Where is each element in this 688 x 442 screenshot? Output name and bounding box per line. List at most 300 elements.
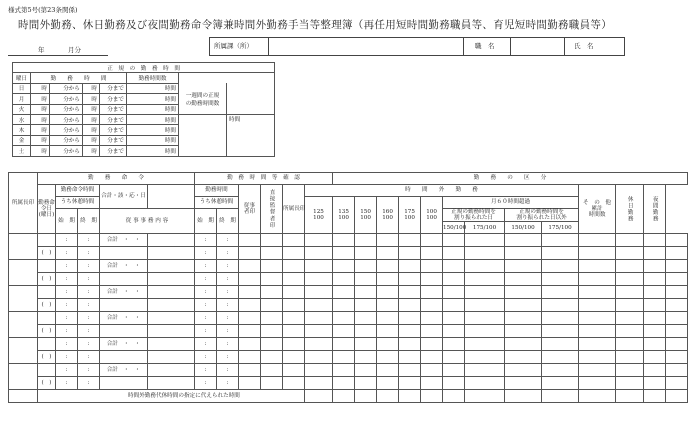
value-cell[interactable]	[261, 273, 283, 286]
start-cell[interactable]: :	[56, 260, 78, 273]
value-cell[interactable]	[421, 286, 443, 299]
to-hour[interactable]: 時	[83, 83, 100, 93]
value-cell[interactable]	[579, 286, 616, 299]
detail-cell[interactable]	[148, 260, 195, 273]
value-cell[interactable]	[542, 312, 579, 325]
day-cell[interactable]	[38, 286, 56, 299]
value-cell[interactable]	[666, 299, 688, 312]
value-cell[interactable]	[283, 247, 305, 260]
value-cell[interactable]	[333, 364, 355, 377]
value-cell[interactable]	[465, 325, 505, 338]
total-cell[interactable]: 合計 ・ ・	[100, 286, 148, 299]
value-cell[interactable]	[505, 247, 542, 260]
from-hour[interactable]: 時	[31, 135, 50, 145]
value-cell[interactable]	[443, 260, 465, 273]
value-cell[interactable]	[421, 351, 443, 364]
footer-value-cell[interactable]	[443, 390, 465, 403]
value-cell[interactable]	[666, 338, 688, 351]
value-cell[interactable]	[579, 260, 616, 273]
value-cell[interactable]	[644, 351, 666, 364]
value-cell[interactable]	[579, 351, 616, 364]
value-cell[interactable]	[283, 364, 305, 377]
value-cell[interactable]	[579, 273, 616, 286]
footer-value-cell[interactable]	[465, 390, 505, 403]
value-cell[interactable]	[465, 351, 505, 364]
value-cell[interactable]	[644, 260, 666, 273]
day-cell[interactable]	[38, 234, 56, 247]
work-start-cell[interactable]: :	[195, 299, 217, 312]
to-min[interactable]: 分まで	[100, 104, 127, 114]
from-min[interactable]: 分から	[50, 104, 83, 114]
start-cell[interactable]: :	[56, 351, 78, 364]
start-cell[interactable]: :	[56, 312, 78, 325]
day-cell[interactable]: ( )	[38, 247, 56, 260]
value-cell[interactable]	[239, 299, 261, 312]
value-cell[interactable]	[579, 325, 616, 338]
value-cell[interactable]	[333, 338, 355, 351]
value-cell[interactable]	[421, 338, 443, 351]
day-cell[interactable]: ( )	[38, 273, 56, 286]
value-cell[interactable]	[283, 260, 305, 273]
value-cell[interactable]	[239, 286, 261, 299]
footer-value-cell[interactable]	[305, 390, 333, 403]
value-cell[interactable]	[305, 325, 333, 338]
end-cell[interactable]: :	[78, 260, 100, 273]
value-cell[interactable]	[355, 234, 377, 247]
detail-cell[interactable]	[148, 312, 195, 325]
value-cell[interactable]	[333, 325, 355, 338]
value-cell[interactable]	[443, 234, 465, 247]
value-cell[interactable]	[666, 247, 688, 260]
work-end-cell[interactable]: :	[217, 286, 239, 299]
value-cell[interactable]	[283, 312, 305, 325]
value-cell[interactable]	[283, 234, 305, 247]
value-cell[interactable]	[465, 247, 505, 260]
value-cell[interactable]	[505, 260, 542, 273]
value-cell[interactable]	[542, 260, 579, 273]
day-hours[interactable]: 時間	[127, 83, 179, 93]
from-hour[interactable]: 時	[31, 125, 50, 135]
detail-cell[interactable]	[148, 273, 195, 286]
total-cell[interactable]	[100, 377, 148, 390]
value-cell[interactable]	[399, 234, 421, 247]
value-cell[interactable]	[443, 286, 465, 299]
day-cell[interactable]: ( )	[38, 299, 56, 312]
value-cell[interactable]	[542, 234, 579, 247]
value-cell[interactable]	[377, 351, 399, 364]
value-cell[interactable]	[616, 234, 644, 247]
value-cell[interactable]	[644, 286, 666, 299]
value-cell[interactable]	[305, 234, 333, 247]
value-cell[interactable]	[333, 286, 355, 299]
value-cell[interactable]	[666, 312, 688, 325]
value-cell[interactable]	[443, 312, 465, 325]
footer-value-cell[interactable]	[666, 390, 688, 403]
value-cell[interactable]	[239, 273, 261, 286]
value-cell[interactable]	[399, 286, 421, 299]
value-cell[interactable]	[261, 364, 283, 377]
value-cell[interactable]	[261, 247, 283, 260]
value-cell[interactable]	[644, 325, 666, 338]
to-min[interactable]: 分まで	[100, 125, 127, 135]
value-cell[interactable]	[399, 364, 421, 377]
seal-cell[interactable]	[9, 260, 38, 286]
value-cell[interactable]	[305, 299, 333, 312]
end-cell[interactable]: :	[78, 364, 100, 377]
value-cell[interactable]	[465, 364, 505, 377]
day-hours[interactable]: 時間	[127, 125, 179, 135]
value-cell[interactable]	[421, 312, 443, 325]
to-min[interactable]: 分まで	[100, 83, 127, 93]
weekly-hours-top[interactable]	[227, 83, 275, 114]
value-cell[interactable]	[579, 234, 616, 247]
value-cell[interactable]	[421, 247, 443, 260]
end-cell[interactable]: :	[78, 338, 100, 351]
value-cell[interactable]	[644, 377, 666, 390]
to-min[interactable]: 分まで	[100, 114, 127, 124]
start-cell[interactable]: :	[56, 338, 78, 351]
value-cell[interactable]	[443, 247, 465, 260]
to-hour[interactable]: 時	[83, 125, 100, 135]
value-cell[interactable]	[666, 325, 688, 338]
work-start-cell[interactable]: :	[195, 377, 217, 390]
footer-value-cell[interactable]	[644, 390, 666, 403]
day-hours[interactable]: 時間	[127, 146, 179, 156]
end-cell[interactable]: :	[78, 234, 100, 247]
value-cell[interactable]	[305, 312, 333, 325]
value-cell[interactable]	[465, 338, 505, 351]
value-cell[interactable]	[377, 234, 399, 247]
value-cell[interactable]	[239, 312, 261, 325]
from-min[interactable]: 分から	[50, 125, 83, 135]
total-cell[interactable]: 合計 ・ ・	[100, 260, 148, 273]
value-cell[interactable]	[355, 351, 377, 364]
value-cell[interactable]	[399, 325, 421, 338]
value-cell[interactable]	[421, 273, 443, 286]
value-cell[interactable]	[239, 364, 261, 377]
detail-cell[interactable]	[148, 286, 195, 299]
value-cell[interactable]	[333, 312, 355, 325]
total-cell[interactable]: 合計 ・ ・	[100, 338, 148, 351]
value-cell[interactable]	[666, 260, 688, 273]
value-cell[interactable]	[261, 351, 283, 364]
seal-cell[interactable]	[9, 234, 38, 260]
value-cell[interactable]	[305, 338, 333, 351]
value-cell[interactable]	[283, 325, 305, 338]
value-cell[interactable]	[261, 286, 283, 299]
work-end-cell[interactable]: :	[217, 377, 239, 390]
value-cell[interactable]	[355, 364, 377, 377]
work-end-cell[interactable]: :	[217, 338, 239, 351]
value-cell[interactable]	[505, 299, 542, 312]
value-cell[interactable]	[505, 312, 542, 325]
footer-value-cell[interactable]	[377, 390, 399, 403]
year-month-field[interactable]	[8, 43, 108, 56]
from-min[interactable]: 分から	[50, 135, 83, 145]
value-cell[interactable]	[333, 273, 355, 286]
value-cell[interactable]	[283, 351, 305, 364]
dept-field[interactable]	[269, 38, 459, 55]
value-cell[interactable]	[465, 312, 505, 325]
work-start-cell[interactable]: :	[195, 247, 217, 260]
day-cell[interactable]	[38, 338, 56, 351]
footer-value-cell[interactable]	[399, 390, 421, 403]
value-cell[interactable]	[261, 312, 283, 325]
value-cell[interactable]	[616, 338, 644, 351]
value-cell[interactable]	[505, 325, 542, 338]
value-cell[interactable]	[579, 364, 616, 377]
to-hour[interactable]: 時	[83, 135, 100, 145]
value-cell[interactable]	[465, 377, 505, 390]
value-cell[interactable]	[505, 234, 542, 247]
from-hour[interactable]: 時	[31, 146, 50, 156]
value-cell[interactable]	[616, 286, 644, 299]
value-cell[interactable]	[542, 273, 579, 286]
seal-cell[interactable]	[9, 286, 38, 312]
value-cell[interactable]	[261, 338, 283, 351]
work-end-cell[interactable]: :	[217, 312, 239, 325]
value-cell[interactable]	[579, 247, 616, 260]
value-cell[interactable]	[644, 273, 666, 286]
value-cell[interactable]	[283, 286, 305, 299]
value-cell[interactable]	[505, 286, 542, 299]
value-cell[interactable]	[261, 234, 283, 247]
value-cell[interactable]	[355, 312, 377, 325]
value-cell[interactable]	[333, 351, 355, 364]
value-cell[interactable]	[465, 286, 505, 299]
value-cell[interactable]	[261, 325, 283, 338]
value-cell[interactable]	[666, 273, 688, 286]
value-cell[interactable]	[505, 351, 542, 364]
value-cell[interactable]	[283, 338, 305, 351]
from-hour[interactable]: 時	[31, 114, 50, 124]
from-min[interactable]: 分から	[50, 146, 83, 156]
total-cell[interactable]: 合計 ・ ・	[100, 234, 148, 247]
value-cell[interactable]	[505, 338, 542, 351]
seal-cell[interactable]	[9, 338, 38, 364]
from-min[interactable]: 分から	[50, 94, 83, 104]
work-start-cell[interactable]: :	[195, 234, 217, 247]
work-end-cell[interactable]: :	[217, 260, 239, 273]
value-cell[interactable]	[443, 273, 465, 286]
value-cell[interactable]	[666, 286, 688, 299]
total-cell[interactable]	[100, 247, 148, 260]
start-cell[interactable]: :	[56, 273, 78, 286]
value-cell[interactable]	[261, 299, 283, 312]
value-cell[interactable]	[443, 364, 465, 377]
value-cell[interactable]	[542, 377, 579, 390]
value-cell[interactable]	[399, 273, 421, 286]
start-cell[interactable]: :	[56, 286, 78, 299]
end-cell[interactable]: :	[78, 351, 100, 364]
from-hour[interactable]: 時	[31, 94, 50, 104]
work-end-cell[interactable]: :	[217, 299, 239, 312]
value-cell[interactable]	[239, 260, 261, 273]
value-cell[interactable]	[377, 299, 399, 312]
value-cell[interactable]	[305, 351, 333, 364]
value-cell[interactable]	[542, 299, 579, 312]
value-cell[interactable]	[421, 325, 443, 338]
value-cell[interactable]	[542, 325, 579, 338]
value-cell[interactable]	[616, 351, 644, 364]
value-cell[interactable]	[333, 260, 355, 273]
from-min[interactable]: 分から	[50, 114, 83, 124]
end-cell[interactable]: :	[78, 377, 100, 390]
value-cell[interactable]	[239, 247, 261, 260]
value-cell[interactable]	[261, 260, 283, 273]
value-cell[interactable]	[616, 299, 644, 312]
day-hours[interactable]: 時間	[127, 94, 179, 104]
work-start-cell[interactable]: :	[195, 351, 217, 364]
value-cell[interactable]	[355, 377, 377, 390]
start-cell[interactable]: :	[56, 247, 78, 260]
from-min[interactable]: 分から	[50, 83, 83, 93]
detail-cell[interactable]	[148, 234, 195, 247]
value-cell[interactable]	[666, 364, 688, 377]
value-cell[interactable]	[333, 234, 355, 247]
footer-value-cell[interactable]	[355, 390, 377, 403]
to-hour[interactable]: 時	[83, 104, 100, 114]
work-end-cell[interactable]: :	[217, 351, 239, 364]
value-cell[interactable]	[377, 377, 399, 390]
detail-cell[interactable]	[148, 247, 195, 260]
work-start-cell[interactable]: :	[195, 338, 217, 351]
value-cell[interactable]	[239, 325, 261, 338]
value-cell[interactable]	[377, 364, 399, 377]
value-cell[interactable]	[399, 338, 421, 351]
value-cell[interactable]	[377, 338, 399, 351]
value-cell[interactable]	[421, 260, 443, 273]
end-cell[interactable]: :	[78, 286, 100, 299]
value-cell[interactable]	[399, 299, 421, 312]
detail-cell[interactable]	[148, 351, 195, 364]
value-cell[interactable]	[666, 351, 688, 364]
value-cell[interactable]	[239, 351, 261, 364]
work-end-cell[interactable]: :	[217, 364, 239, 377]
value-cell[interactable]	[261, 377, 283, 390]
value-cell[interactable]	[666, 377, 688, 390]
day-hours[interactable]: 時間	[127, 104, 179, 114]
to-min[interactable]: 分まで	[100, 135, 127, 145]
value-cell[interactable]	[377, 247, 399, 260]
work-end-cell[interactable]: :	[217, 234, 239, 247]
start-cell[interactable]: :	[56, 234, 78, 247]
value-cell[interactable]	[644, 234, 666, 247]
day-cell[interactable]: ( )	[38, 377, 56, 390]
value-cell[interactable]	[355, 299, 377, 312]
total-cell[interactable]: 合計 ・ ・	[100, 312, 148, 325]
end-cell[interactable]: :	[78, 312, 100, 325]
value-cell[interactable]	[399, 312, 421, 325]
end-cell[interactable]: :	[78, 247, 100, 260]
day-hours[interactable]: 時間	[127, 135, 179, 145]
value-cell[interactable]	[283, 377, 305, 390]
start-cell[interactable]: :	[56, 364, 78, 377]
value-cell[interactable]	[505, 377, 542, 390]
start-cell[interactable]: :	[56, 299, 78, 312]
value-cell[interactable]	[421, 364, 443, 377]
day-cell[interactable]: ( )	[38, 325, 56, 338]
end-cell[interactable]: :	[78, 299, 100, 312]
total-cell[interactable]	[100, 351, 148, 364]
from-hour[interactable]: 時	[31, 104, 50, 114]
total-cell[interactable]	[100, 273, 148, 286]
footer-value-cell[interactable]	[505, 390, 542, 403]
total-cell[interactable]	[100, 325, 148, 338]
value-cell[interactable]	[579, 312, 616, 325]
day-hours[interactable]: 時間	[127, 114, 179, 124]
value-cell[interactable]	[616, 247, 644, 260]
value-cell[interactable]	[377, 286, 399, 299]
value-cell[interactable]	[542, 364, 579, 377]
value-cell[interactable]	[644, 299, 666, 312]
value-cell[interactable]	[443, 377, 465, 390]
value-cell[interactable]	[421, 377, 443, 390]
work-end-cell[interactable]: :	[217, 273, 239, 286]
value-cell[interactable]	[465, 273, 505, 286]
value-cell[interactable]	[239, 338, 261, 351]
value-cell[interactable]	[377, 325, 399, 338]
value-cell[interactable]	[239, 377, 261, 390]
seal-cell[interactable]	[9, 364, 38, 390]
detail-cell[interactable]	[148, 364, 195, 377]
value-cell[interactable]	[505, 273, 542, 286]
value-cell[interactable]	[239, 234, 261, 247]
value-cell[interactable]	[355, 338, 377, 351]
to-hour[interactable]: 時	[83, 94, 100, 104]
value-cell[interactable]	[666, 234, 688, 247]
value-cell[interactable]	[355, 325, 377, 338]
value-cell[interactable]	[443, 338, 465, 351]
detail-cell[interactable]	[148, 338, 195, 351]
value-cell[interactable]	[399, 260, 421, 273]
value-cell[interactable]	[542, 351, 579, 364]
value-cell[interactable]	[305, 273, 333, 286]
to-min[interactable]: 分まで	[100, 94, 127, 104]
value-cell[interactable]	[616, 312, 644, 325]
value-cell[interactable]	[505, 364, 542, 377]
value-cell[interactable]	[616, 377, 644, 390]
work-end-cell[interactable]: :	[217, 325, 239, 338]
value-cell[interactable]	[355, 273, 377, 286]
value-cell[interactable]	[579, 377, 616, 390]
post-field[interactable]	[511, 38, 561, 55]
value-cell[interactable]	[465, 260, 505, 273]
start-cell[interactable]: :	[56, 377, 78, 390]
value-cell[interactable]	[443, 325, 465, 338]
footer-value-cell[interactable]	[579, 390, 616, 403]
value-cell[interactable]	[542, 286, 579, 299]
value-cell[interactable]	[377, 260, 399, 273]
value-cell[interactable]	[465, 234, 505, 247]
day-cell[interactable]	[38, 260, 56, 273]
work-end-cell[interactable]: :	[217, 247, 239, 260]
detail-cell[interactable]	[148, 377, 195, 390]
value-cell[interactable]	[616, 273, 644, 286]
value-cell[interactable]	[283, 273, 305, 286]
value-cell[interactable]	[616, 260, 644, 273]
total-cell[interactable]	[100, 299, 148, 312]
total-cell[interactable]: 合計 ・ ・	[100, 364, 148, 377]
value-cell[interactable]	[542, 338, 579, 351]
work-start-cell[interactable]: :	[195, 260, 217, 273]
value-cell[interactable]	[579, 299, 616, 312]
detail-cell[interactable]	[148, 299, 195, 312]
value-cell[interactable]	[305, 260, 333, 273]
value-cell[interactable]	[421, 234, 443, 247]
footer-value-cell[interactable]	[333, 390, 355, 403]
value-cell[interactable]	[644, 364, 666, 377]
